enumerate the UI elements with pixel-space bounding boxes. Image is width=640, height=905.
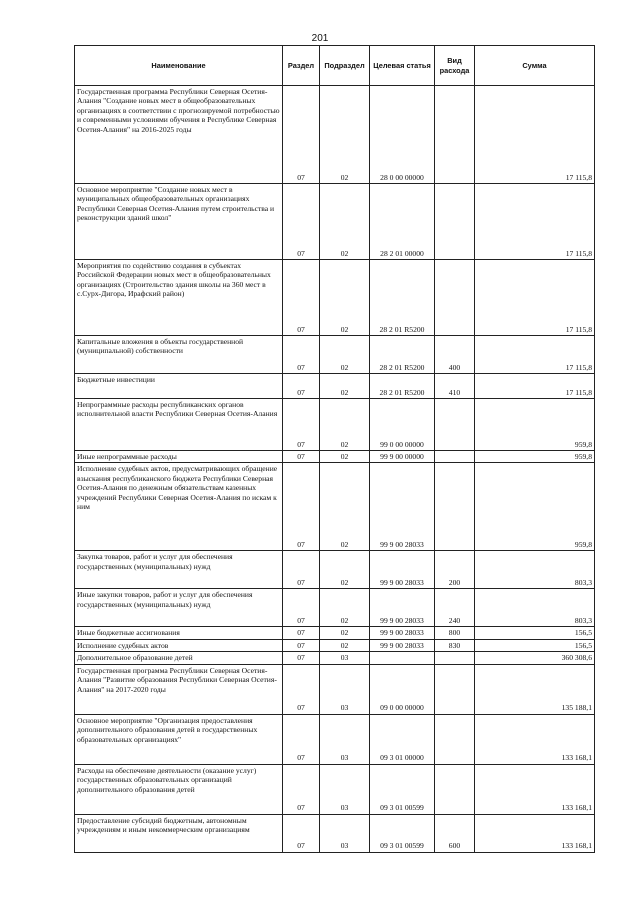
table-row (75, 86, 595, 184)
row-sum: 156,5 (475, 627, 595, 639)
table-row (75, 639, 595, 651)
row-name: Закупка товаров, работ и услуг для обеспечения государственных (муниципальных) нужд (75, 551, 283, 589)
table-row (75, 374, 595, 399)
row-target: 28 2 01 00000 (370, 184, 435, 260)
table-row (75, 336, 595, 374)
row-subsection: 02 (320, 639, 370, 651)
table-row (75, 451, 595, 463)
row-name: Бюджетные инвестиции (75, 374, 283, 399)
row-target: 99 9 00 28033 (370, 589, 435, 627)
row-subsection: 02 (320, 184, 370, 260)
header-name: Наименование (75, 46, 283, 86)
row-subsection: 03 (320, 764, 370, 814)
row-target: 99 9 00 28033 (370, 639, 435, 651)
row-sum: 959,8 (475, 451, 595, 463)
row-target: 28 2 01 R5200 (370, 374, 435, 399)
table-row (75, 260, 595, 336)
row-subsection: 02 (320, 336, 370, 374)
row-sum: 156,5 (475, 639, 595, 651)
table-row (75, 184, 595, 260)
row-subsection: 03 (320, 714, 370, 764)
header-target: Целевая статья (370, 46, 435, 86)
row-section: 07 (283, 664, 320, 714)
row-type (435, 184, 475, 260)
row-section: 07 (283, 451, 320, 463)
row-type (435, 86, 475, 184)
table-row (75, 551, 595, 589)
row-type (435, 664, 475, 714)
row-name: Капитальные вложения в объекты государственной (муниципальной) собственности (75, 336, 283, 374)
row-name: Иные закупки товаров, работ и услуг для обеспечения государственных (муниципальных) нужд (75, 589, 283, 627)
row-type (435, 399, 475, 451)
table-row (75, 627, 595, 639)
page-number: 201 (311, 33, 329, 44)
table-row (75, 399, 595, 451)
row-type: 400 (435, 336, 475, 374)
table-row (75, 764, 595, 814)
row-target: 99 9 00 28033 (370, 463, 435, 551)
row-target: 99 9 00 00000 (370, 451, 435, 463)
row-subsection: 03 (320, 814, 370, 852)
row-target: 09 0 00 00000 (370, 664, 435, 714)
row-subsection: 03 (320, 664, 370, 714)
row-name: Мероприятия по содействию создания в субъектах Российской Федерации новых мест в общеобразовательных организациях (Строительство здания школы на 360 мест в с.Сурх-Дигора, Ирафский район) (75, 260, 283, 336)
row-type (435, 764, 475, 814)
row-name: Исполнение судебных актов, предусматривающих обращение взыскания республиканского бюджета Республики Северная Осетия-Алания по денежным обязательствам казенных учреждений Республики Северная Осетия-Алания по искам к ним (75, 463, 283, 551)
row-name: Расходы на обеспечение деятельности (оказание услуг) государственных образовательных организаций дополнительного образования детей (75, 764, 283, 814)
row-target: 28 2 01 R5200 (370, 260, 435, 336)
row-section: 07 (283, 374, 320, 399)
row-section: 07 (283, 814, 320, 852)
row-type: 240 (435, 589, 475, 627)
row-section: 07 (283, 589, 320, 627)
header-section: Раздел (283, 46, 320, 86)
row-name: Исполнение судебных актов (75, 639, 283, 651)
row-subsection: 02 (320, 260, 370, 336)
table-header-row (75, 46, 595, 86)
row-type (435, 260, 475, 336)
row-type (435, 463, 475, 551)
row-type (435, 652, 475, 664)
row-subsection: 02 (320, 374, 370, 399)
row-name: Иные непрограммные расходы (75, 451, 283, 463)
table-body (75, 86, 595, 853)
row-target (370, 652, 435, 664)
table-row (75, 714, 595, 764)
row-section: 07 (283, 652, 320, 664)
row-sum: 133 168,1 (475, 814, 595, 852)
row-type (435, 451, 475, 463)
row-subsection: 02 (320, 86, 370, 184)
row-sum: 959,8 (475, 463, 595, 551)
row-target: 09 3 01 00599 (370, 764, 435, 814)
row-sum: 133 168,1 (475, 764, 595, 814)
row-section: 07 (283, 86, 320, 184)
header-type: Вид расхода (435, 46, 475, 86)
row-sum: 133 168,1 (475, 714, 595, 764)
row-subsection: 02 (320, 463, 370, 551)
row-name: Основное мероприятие "Создание новых мест в муниципальных общеобразовательных организациях Республики Северная Осетия-Алания путем строительства и реконструкции зданий школ" (75, 184, 283, 260)
row-target: 28 2 01 R5200 (370, 336, 435, 374)
row-name: Иные бюджетные ассигнования (75, 627, 283, 639)
row-name: Предоставление субсидий бюджетным, автономным учреждениям и иным некоммерческим организациям (75, 814, 283, 852)
row-section: 07 (283, 399, 320, 451)
table-row (75, 814, 595, 852)
row-subsection: 02 (320, 627, 370, 639)
row-subsection: 02 (320, 551, 370, 589)
row-type: 800 (435, 627, 475, 639)
row-target: 09 3 01 00000 (370, 714, 435, 764)
row-section: 07 (283, 714, 320, 764)
row-sum: 17 115,8 (475, 336, 595, 374)
row-subsection: 02 (320, 451, 370, 463)
row-section: 07 (283, 627, 320, 639)
row-name: Непрограммные расходы республиканских органов исполнительной власти Республики Северная Осетия-Алания (75, 399, 283, 451)
row-type: 600 (435, 814, 475, 852)
row-type: 200 (435, 551, 475, 589)
row-sum: 803,3 (475, 589, 595, 627)
row-sum: 360 308,6 (475, 652, 595, 664)
row-subsection: 03 (320, 652, 370, 664)
row-section: 07 (283, 184, 320, 260)
row-name: Основное мероприятие "Организация предоставления дополнительного образования детей в государственных образовательных организациях" (75, 714, 283, 764)
row-type (435, 714, 475, 764)
row-sum: 135 188,1 (475, 664, 595, 714)
header-sum: Сумма (475, 46, 595, 86)
row-sum: 959,8 (475, 399, 595, 451)
row-target: 99 9 00 28033 (370, 627, 435, 639)
table-row (75, 652, 595, 664)
row-type: 830 (435, 639, 475, 651)
row-name: Государственная программа Республики Северная Осетия-Алания "Создание новых мест в общеобразовательных организациях в соответствии с прогнозируемой потребностью и современными условиями обучения в Республике Северная Осетия-Алания" на 2016-2025 годы (75, 86, 283, 184)
row-sum: 17 115,8 (475, 260, 595, 336)
row-subsection: 02 (320, 589, 370, 627)
budget-table (74, 45, 595, 853)
row-name: Государственная программа Республики Северная Осетия-Алания "Развитие образования Республики Северная Осетия-Алания" на 2017-2020 годы (75, 664, 283, 714)
row-target: 28 0 00 00000 (370, 86, 435, 184)
row-target: 99 0 00 00000 (370, 399, 435, 451)
row-target: 99 9 00 28033 (370, 551, 435, 589)
row-section: 07 (283, 551, 320, 589)
row-type: 410 (435, 374, 475, 399)
table-row (75, 589, 595, 627)
row-target: 09 3 01 00599 (370, 814, 435, 852)
row-section: 07 (283, 463, 320, 551)
row-section: 07 (283, 764, 320, 814)
table-row (75, 664, 595, 714)
row-sum: 17 115,8 (475, 374, 595, 399)
row-name: Дополнительное образование детей (75, 652, 283, 664)
table-row (75, 463, 595, 551)
row-subsection: 02 (320, 399, 370, 451)
header-subsection: Подраздел (320, 46, 370, 86)
row-sum: 17 115,8 (475, 86, 595, 184)
row-section: 07 (283, 260, 320, 336)
row-section: 07 (283, 336, 320, 374)
row-sum: 803,3 (475, 551, 595, 589)
row-sum: 17 115,8 (475, 184, 595, 260)
row-section: 07 (283, 639, 320, 651)
